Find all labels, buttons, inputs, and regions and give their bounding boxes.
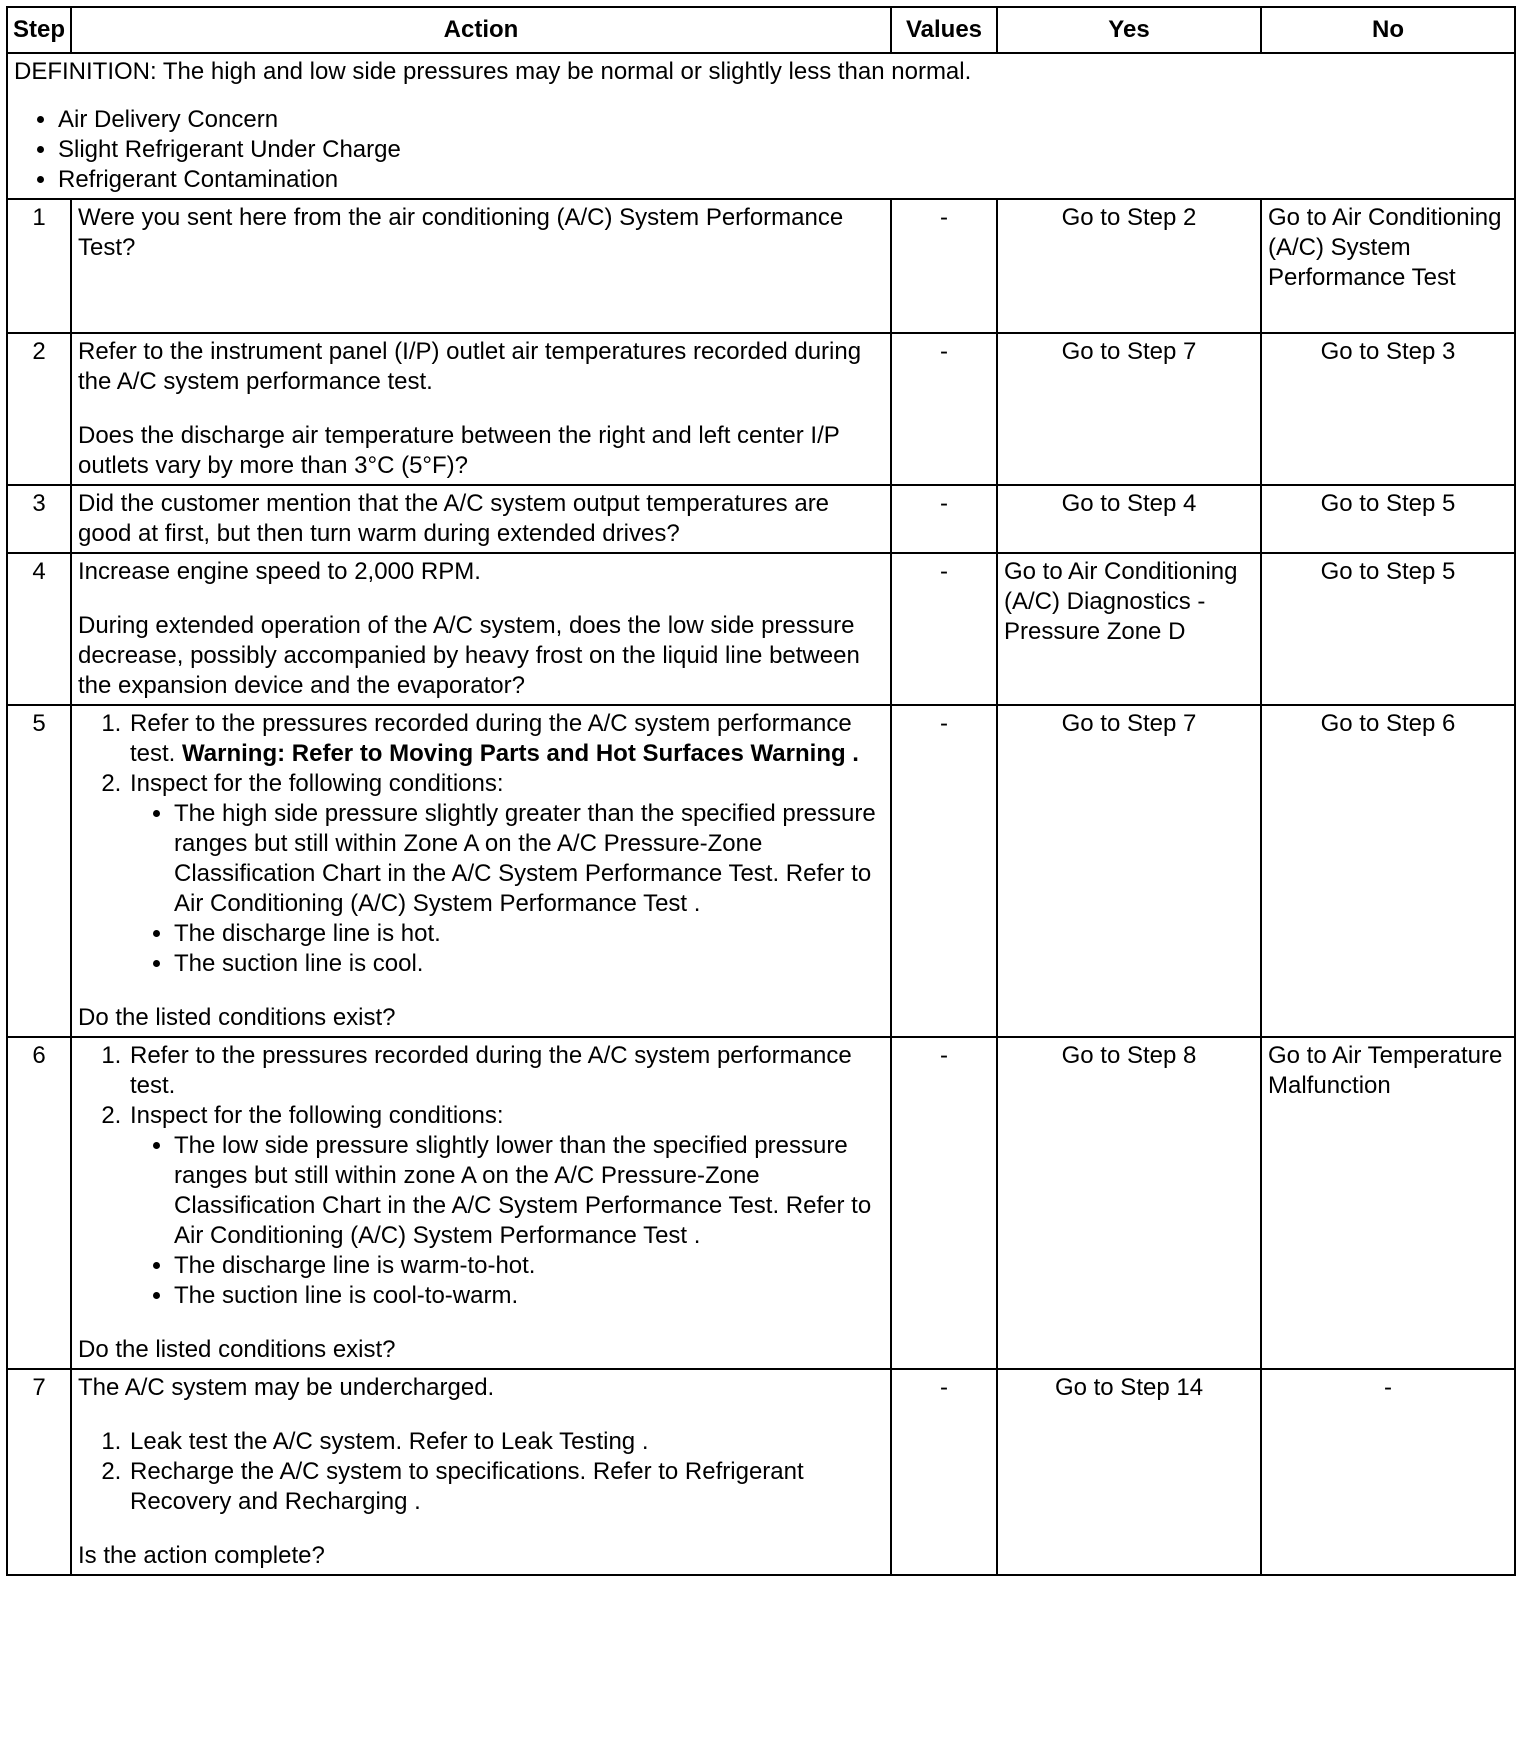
step-number: 3 — [7, 485, 71, 553]
action-intro: The A/C system may be undercharged. — [78, 1374, 495, 1401]
action-cell: Did the customer mention that the A/C system output temperatures are good at first, but then turn warm during extended drives? — [71, 485, 891, 553]
action-text: Inspect for the following conditions: — [130, 1102, 504, 1129]
definition-bullet: • Refrigerant Contamination — [58, 165, 1508, 195]
no-cell: - — [1261, 1369, 1515, 1575]
action-cell — [71, 705, 891, 1037]
condition-item: • The suction line is cool-to-warm. — [174, 1281, 884, 1311]
no-cell: Go to Air Temperature Malfunction — [1261, 1037, 1515, 1369]
value-cell: - — [891, 705, 997, 1037]
action-question: Is the action complete? — [78, 1542, 325, 1569]
yes-cell: Go to Air Conditioning (A/C) Diagnostics - Pressure Zone D — [997, 553, 1261, 705]
diagnostic-table — [6, 6, 1516, 1576]
condition-item: • The discharge line is hot. — [174, 919, 884, 949]
action-list — [78, 709, 884, 979]
step-row-1 — [7, 199, 1515, 333]
action-list-item: 1. Refer to the pressures recorded during the A/C system performance test. — [128, 1041, 884, 1101]
value-cell: - — [891, 333, 997, 485]
condition-item: • The suction line is cool. — [174, 949, 884, 979]
definition-cell — [7, 53, 1515, 199]
condition-item: • The high side pressure slightly greater than the specified pressure ranges but still within Zone A on the A/C Pressure-Zone Classification Chart in the A/C System Performance Test. Refer to Air Conditioning (A/C) System Performance Test . — [174, 799, 884, 919]
action-list-item: 1. Leak test the A/C system. Refer to Leak Testing . — [128, 1427, 884, 1457]
yes-cell: Go to Step 7 — [997, 333, 1261, 485]
no-cell: Go to Step 3 — [1261, 333, 1515, 485]
action-question: Does the discharge air temperature between the right and left center I/P outlets vary by more than 3°C (5°F)? — [78, 422, 840, 479]
condition-item: • The low side pressure slightly lower than the specified pressure ranges but still within zone A on the A/C Pressure-Zone Classification Chart in the A/C System Performance Test. Refer to Air Conditioning (A/C) System Performance Test . — [174, 1131, 884, 1251]
no-cell: Go to Air Conditioning (A/C) System Performance Test — [1261, 199, 1515, 333]
action-cell — [71, 553, 891, 705]
header-action: Action — [71, 7, 891, 53]
no-cell: Go to Step 5 — [1261, 553, 1515, 705]
step-number: 1 — [7, 199, 71, 333]
yes-cell: Go to Step 2 — [997, 199, 1261, 333]
no-cell: Go to Step 5 — [1261, 485, 1515, 553]
action-question: Do the listed conditions exist? — [78, 1004, 396, 1031]
action-paragraph: Refer to the instrument panel (I/P) outlet air temperatures recorded during the A/C system performance test. — [78, 338, 862, 395]
action-cell — [71, 1369, 891, 1575]
step-number: 2 — [7, 333, 71, 485]
value-cell: - — [891, 553, 997, 705]
header-no: No — [1261, 7, 1515, 53]
action-cell: Were you sent here from the air conditioning (A/C) System Performance Test? — [71, 199, 891, 333]
yes-cell: Go to Step 8 — [997, 1037, 1261, 1369]
yes-cell: Go to Step 14 — [997, 1369, 1261, 1575]
header-yes: Yes — [997, 7, 1261, 53]
step-number: 7 — [7, 1369, 71, 1575]
warning-text: Warning: Refer to Moving Parts and Hot Surfaces Warning . — [182, 740, 859, 767]
condition-item: • The discharge line is warm-to-hot. — [174, 1251, 884, 1281]
step-row-6 — [7, 1037, 1515, 1369]
no-cell: Go to Step 6 — [1261, 705, 1515, 1037]
step-row-3 — [7, 485, 1515, 553]
step-row-5 — [7, 705, 1515, 1037]
action-text: Inspect for the following conditions: — [130, 770, 504, 797]
yes-cell: Go to Step 4 — [997, 485, 1261, 553]
definition-bullet: • Air Delivery Concern — [58, 105, 1508, 135]
condition-list — [130, 799, 884, 979]
yes-cell: Go to Step 7 — [997, 705, 1261, 1037]
action-list-item — [128, 769, 884, 979]
value-cell: - — [891, 1369, 997, 1575]
value-cell: - — [891, 1037, 997, 1369]
step-number: 5 — [7, 705, 71, 1037]
definition-text: DEFINITION: The high and low side pressures may be normal or slightly less than normal. — [14, 58, 972, 85]
value-cell: - — [891, 485, 997, 553]
header-values: Values — [891, 7, 997, 53]
action-question: During extended operation of the A/C system, does the low side pressure decrease, possibly accompanied by heavy frost on the liquid line between the expansion device and the evaporator? — [78, 612, 860, 699]
action-list-item: 2. Recharge the A/C system to specifications. Refer to Refrigerant Recovery and Recharging . — [128, 1457, 884, 1517]
header-row — [7, 7, 1515, 53]
action-cell — [71, 1037, 891, 1369]
step-number: 6 — [7, 1037, 71, 1369]
action-list-item — [128, 1101, 884, 1311]
action-question: Do the listed conditions exist? — [78, 1336, 396, 1363]
step-number: 4 — [7, 553, 71, 705]
step-row-2 — [7, 333, 1515, 485]
definition-row — [7, 53, 1515, 199]
step-row-4 — [7, 553, 1515, 705]
action-cell — [71, 333, 891, 485]
action-paragraph: Increase engine speed to 2,000 RPM. — [78, 558, 481, 585]
action-list — [78, 1427, 884, 1517]
step-row-7 — [7, 1369, 1515, 1575]
action-text: Refer to the pressures recorded during the A/C system performance test. — [130, 710, 852, 767]
action-list — [78, 1041, 884, 1311]
condition-list — [130, 1131, 884, 1311]
action-list-item — [128, 709, 884, 769]
definition-bullets — [14, 105, 1508, 195]
definition-bullet: • Slight Refrigerant Under Charge — [58, 135, 1508, 165]
header-step: Step — [7, 7, 71, 53]
value-cell: - — [891, 199, 997, 333]
